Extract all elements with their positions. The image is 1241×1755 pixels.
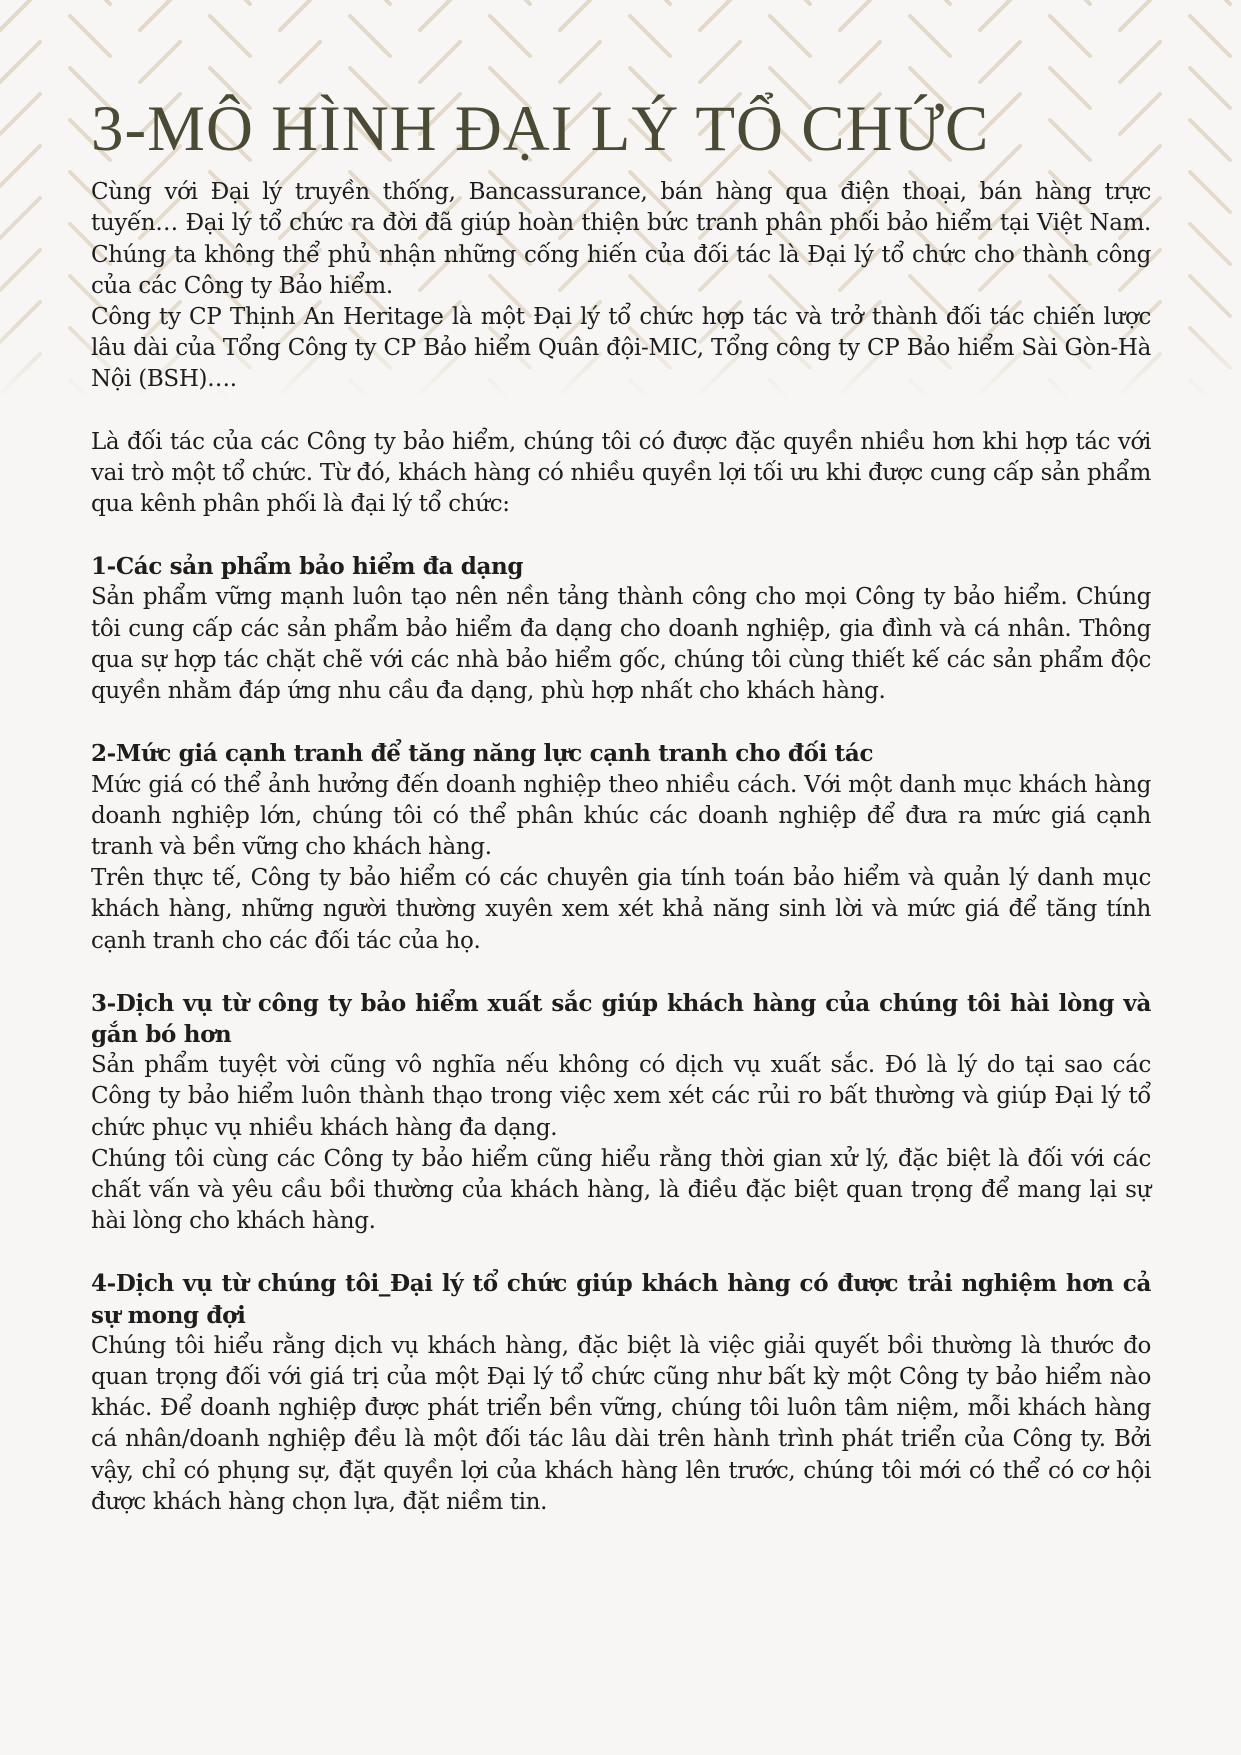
pattern-stroke <box>1190 68 1230 108</box>
pattern-stroke <box>910 0 950 4</box>
pattern-stroke <box>0 250 40 290</box>
pattern-stroke <box>0 146 40 186</box>
pattern-stroke <box>1190 0 1230 4</box>
pattern-stroke <box>1050 0 1090 4</box>
pattern-stroke <box>0 302 40 342</box>
pattern-stroke <box>70 0 110 4</box>
pattern-stroke <box>140 0 180 30</box>
section-heading-3: 3-Dịch vụ từ công ty bảo hiểm xuất sắc giúp khách hàng của chúng tôi hài lòng và gắn bó hơn <box>91 989 1151 1048</box>
pattern-stroke <box>1050 16 1090 56</box>
page-content <box>91 95 1151 1518</box>
section-2-paragraph-2: Trên thực tế, Công ty bảo hiểm có các chuyên gia tính toán bảo hiểm và quản lý danh mục khách hàng, những người thường xuyên xem xét khả năng sinh lời và mức giá để tăng tính cạnh tranh cho các đối tác của họ. <box>91 865 1151 954</box>
section-heading-1: 1-Các sản phẩm bảo hiểm đa dạng <box>91 553 524 581</box>
section-heading-4: 4-Dịch vụ từ chúng tôi_Đại lý tổ chức giúp khách hàng có được trải nghiệm hơn cả sự mong đợi <box>91 1270 1151 1329</box>
section-1-paragraph-1: Sản phẩm vững mạnh luôn tạo nên nền tảng thành công cho mọi Công ty bảo hiểm. Chúng tôi cung cấp các sản phẩm bảo hiểm đa dạng cho doanh nghiệp, gia đình và cá nhân. Thông qua sự hợp tác chặt chẽ với các nhà bảo hiểm gốc, chúng tôi cùng thiết kế các sản phẩm độc quyền nhằm đáp ứng nhu cầu đa dạng, phù hợp nhất cho khách hàng. <box>91 584 1151 705</box>
pattern-stroke <box>0 94 40 134</box>
pattern-stroke <box>1190 172 1230 212</box>
pattern-stroke <box>280 0 320 30</box>
section-3-paragraph-1: Sản phẩm tuyệt vời cũng vô nghĩa nếu không có dịch vụ xuất sắc. Đó là lý do tại sao các Công ty bảo hiểm luôn thành thạo trong việc xem xét các rủi ro bất thường và giúp Đại lý tổ chức phục vụ nhiều khách hàng đa dạng. <box>91 1052 1151 1141</box>
document-body <box>91 177 1151 1518</box>
section-3-paragraph-2: Chúng tôi cùng các Công ty bảo hiểm cũng hiểu rằng thời gian xử lý, đặc biệt là đối với các chất vấn và yêu cầu bồi thường của khách hàng, là điều đặc biệt quan trọng để mang lại sự hài lòng cho khách hàng. <box>91 1145 1151 1235</box>
pattern-stroke <box>0 0 40 30</box>
intro-paragraph-3: Là đối tác của các Công ty bảo hiểm, chúng tôi có được đặc quyền nhiều hơn khi hợp tác với vai trò một tổ chức. Từ đó, khách hàng có nhiều quyền lợi tối ưu khi được cung cấp sản phẩm qua kênh phân phối là đại lý tổ chức: <box>91 428 1151 518</box>
pattern-stroke <box>1190 380 1230 400</box>
pattern-stroke <box>770 16 810 56</box>
pattern-stroke <box>1190 276 1230 316</box>
pattern-stroke <box>210 0 250 4</box>
pattern-stroke <box>1190 120 1230 160</box>
pattern-stroke <box>490 0 530 4</box>
intro-paragraph-2: Công ty CP Thịnh An Heritage là một Đại lý tổ chức hợp tác và trở thành đối tác chiến lược lâu dài của Tổng Công ty CP Bảo hiểm Quân đội-MIC, Tổng công ty CP Bảo hiểm Sài Gòn-Hà Nội (BSH)…. <box>91 304 1151 393</box>
pattern-stroke <box>630 16 670 56</box>
pattern-stroke <box>210 16 250 56</box>
pattern-stroke <box>0 42 40 82</box>
section-4-paragraph-1: Chúng tôi hiểu rằng dịch vụ khách hàng, đặc biệt là việc giải quyết bồi thường là thước đo quan trọng đối với giá trị của một Đại lý tổ chức cũng như bất kỳ một Công ty bảo hiểm nào khác. Để doanh nghiệp được phát triển bền vững, chúng tôi luôn tâm niệm, mỗi khách hàng cá nhân/doanh nghiệp đều là một đối tác lâu dài trên hành trình phát triển của Công ty. Bởi vậy, chỉ có phụng sự, đặt quyền lợi của khách hàng lên trước, chúng tôi mới có thể có cơ hội được khách hàng chọn lựa, đặt niềm tin. <box>91 1332 1151 1515</box>
pattern-stroke <box>420 42 460 82</box>
pattern-stroke <box>1190 224 1230 264</box>
pattern-stroke <box>0 198 40 238</box>
pattern-stroke <box>350 0 390 4</box>
pattern-stroke <box>140 42 180 82</box>
pattern-stroke <box>980 42 1020 82</box>
pattern-stroke <box>70 16 110 56</box>
pattern-stroke <box>420 0 460 30</box>
pattern-stroke <box>350 16 390 56</box>
pattern-stroke <box>0 354 40 394</box>
pattern-stroke <box>560 0 600 30</box>
pattern-stroke <box>1120 42 1160 82</box>
section-2-paragraph-1: Mức giá có thể ảnh hưởng đến doanh nghiệp theo nhiều cách. Với một danh mục khách hàng doanh nghiệp lớn, chúng tôi có thể phân khúc các doanh nghiệp để đưa ra mức giá cạnh tranh và bền vững cho khách hàng. <box>91 771 1151 860</box>
pattern-stroke <box>1120 0 1160 30</box>
pattern-stroke <box>980 0 1020 30</box>
pattern-stroke <box>840 0 880 30</box>
section-heading-2: 2-Mức giá cạnh tranh để tăng năng lực cạnh tranh cho đối tác <box>91 740 874 768</box>
pattern-stroke <box>840 42 880 82</box>
pattern-stroke <box>1190 16 1230 56</box>
pattern-stroke <box>490 16 530 56</box>
pattern-stroke <box>910 16 950 56</box>
pattern-stroke <box>700 0 740 30</box>
page-title: 3-MÔ HÌNH ĐẠI LÝ TỔ CHỨC <box>91 93 990 165</box>
pattern-stroke <box>700 42 740 82</box>
pattern-stroke <box>560 42 600 82</box>
pattern-stroke <box>280 42 320 82</box>
pattern-stroke <box>1190 328 1230 368</box>
pattern-stroke <box>770 0 810 4</box>
pattern-stroke <box>630 0 670 4</box>
intro-paragraph-1: Cùng với Đại lý truyền thống, Bancassurance, bán hàng qua điện thoại, bán hàng trực tuyến… Đại lý tổ chức ra đời đã giúp hoàn thiện bức tranh phân phối bảo hiểm tại Việt Nam. Chúng ta không thể phủ nhận những cống hiến của đối tác là Đại lý tổ chức cho thành công của các Công ty Bảo hiểm. <box>91 179 1151 299</box>
